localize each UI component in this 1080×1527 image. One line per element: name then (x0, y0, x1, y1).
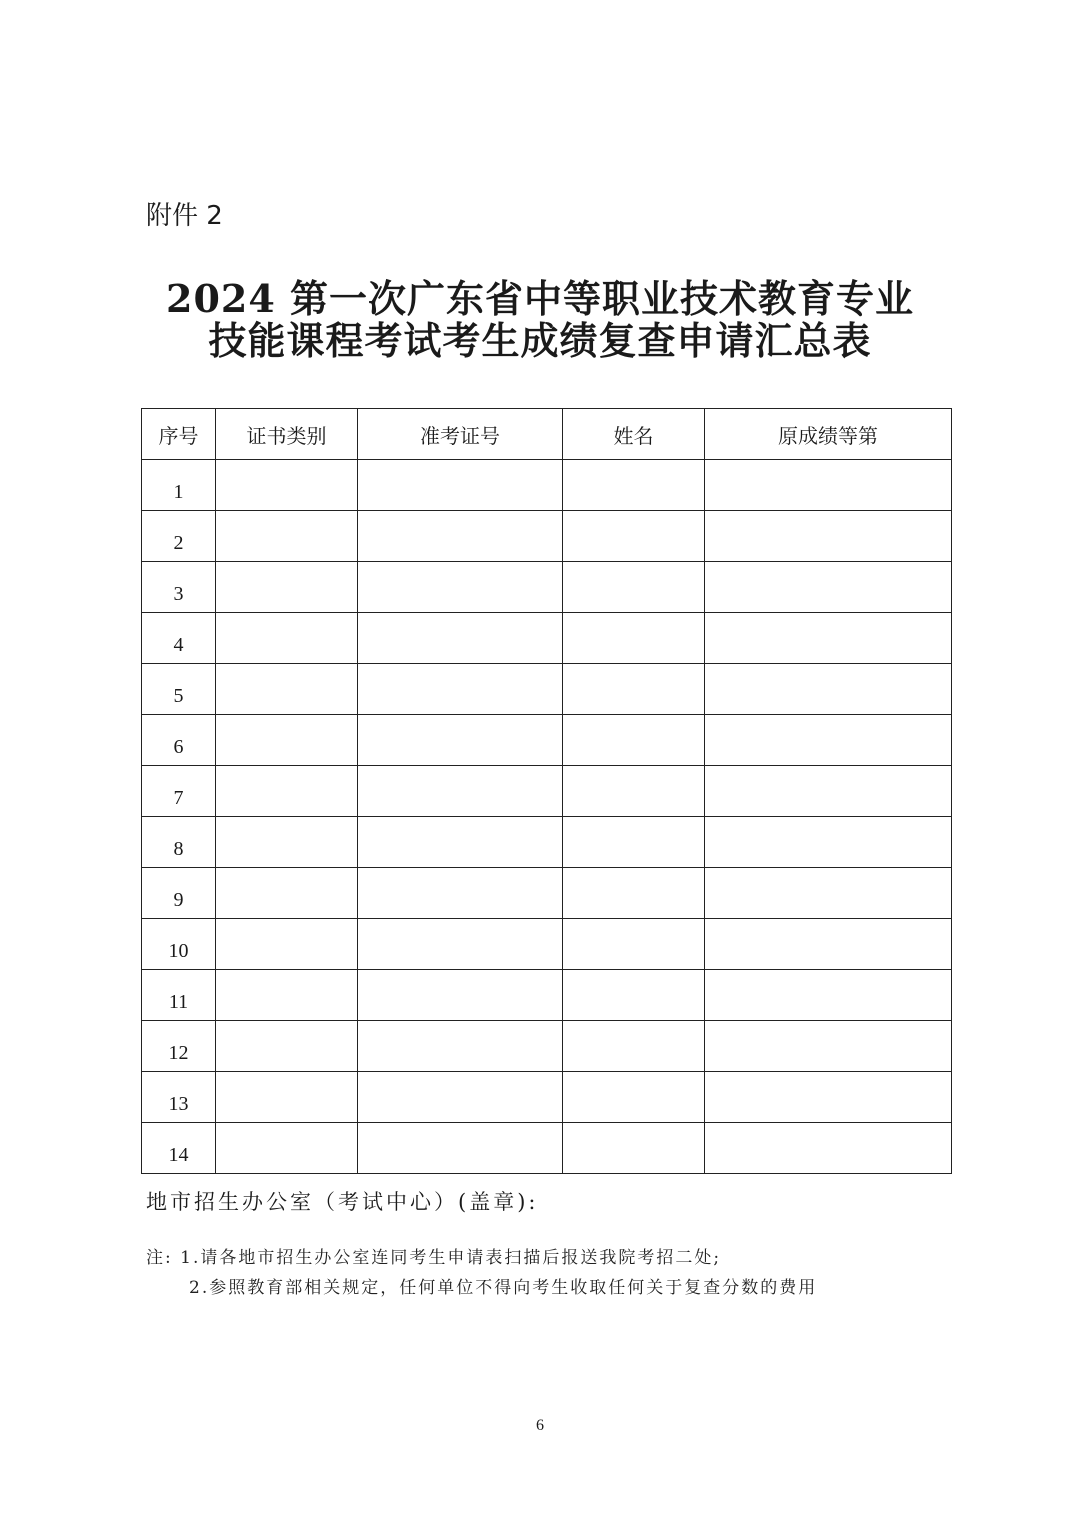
table-row (142, 970, 952, 1021)
exam-ticket-number-cell[interactable] (358, 817, 563, 868)
table-row (142, 766, 952, 817)
original-grade-cell[interactable] (705, 970, 952, 1021)
table-row (142, 562, 952, 613)
table-row (142, 1021, 952, 1072)
table-row (142, 613, 952, 664)
original-grade-cell[interactable] (705, 1072, 952, 1123)
row-serial-number: 1 (142, 460, 216, 511)
certificate-type-cell[interactable] (216, 613, 358, 664)
review-summary-table (141, 408, 952, 1174)
exam-ticket-number-cell[interactable] (358, 511, 563, 562)
row-serial-number: 5 (142, 664, 216, 715)
header-name: 姓名 (563, 409, 705, 460)
certificate-type-cell[interactable] (216, 766, 358, 817)
exam-ticket-number-cell[interactable] (358, 613, 563, 664)
original-grade-cell[interactable] (705, 766, 952, 817)
page-number: 6 (536, 1417, 544, 1434)
row-serial-number: 7 (142, 766, 216, 817)
row-serial-number: 2 (142, 511, 216, 562)
row-serial-number: 4 (142, 613, 216, 664)
name-cell[interactable] (563, 1123, 705, 1174)
notes (146, 1243, 817, 1303)
original-grade-cell[interactable] (705, 460, 952, 511)
header-serial-number: 序号 (142, 409, 216, 460)
table-row (142, 511, 952, 562)
exam-ticket-number-cell[interactable] (358, 1123, 563, 1174)
certificate-type-cell[interactable] (216, 1021, 358, 1072)
name-cell[interactable] (563, 715, 705, 766)
row-serial-number: 6 (142, 715, 216, 766)
certificate-type-cell[interactable] (216, 511, 358, 562)
original-grade-cell[interactable] (705, 613, 952, 664)
row-serial-number: 9 (142, 868, 216, 919)
exam-ticket-number-cell[interactable] (358, 562, 563, 613)
header-exam-ticket-number: 准考证号 (358, 409, 563, 460)
exam-ticket-number-cell[interactable] (358, 970, 563, 1021)
title-line-1: 2024 第一次广东省中等职业技术教育专业 (166, 276, 914, 321)
office-seal-label: 地市招生办公室（考试中心）(盖章): (146, 1190, 539, 1214)
table-row (142, 919, 952, 970)
row-serial-number: 3 (142, 562, 216, 613)
row-serial-number: 8 (142, 817, 216, 868)
certificate-type-cell[interactable] (216, 664, 358, 715)
header-original-grade: 原成绩等第 (705, 409, 952, 460)
original-grade-cell[interactable] (705, 664, 952, 715)
name-cell[interactable] (563, 1072, 705, 1123)
name-cell[interactable] (563, 817, 705, 868)
table-row (142, 1123, 952, 1174)
row-serial-number: 12 (142, 1021, 216, 1072)
row-serial-number: 11 (142, 970, 216, 1021)
certificate-type-cell[interactable] (216, 1072, 358, 1123)
exam-ticket-number-cell[interactable] (358, 664, 563, 715)
certificate-type-cell[interactable] (216, 1123, 358, 1174)
row-serial-number: 14 (142, 1123, 216, 1174)
note-line-2: 2.参照教育部相关规定，任何单位不得向考生收取任何关于复查分数的费用 (189, 1278, 818, 1298)
table-row (142, 715, 952, 766)
certificate-type-cell[interactable] (216, 562, 358, 613)
attachment-label: 附件 2 (146, 201, 223, 231)
certificate-type-cell[interactable] (216, 868, 358, 919)
table-header-row (142, 409, 952, 460)
original-grade-cell[interactable] (705, 1021, 952, 1072)
certificate-type-cell[interactable] (216, 919, 358, 970)
exam-ticket-number-cell[interactable] (358, 715, 563, 766)
original-grade-cell[interactable] (705, 511, 952, 562)
name-cell[interactable] (563, 613, 705, 664)
name-cell[interactable] (563, 919, 705, 970)
certificate-type-cell[interactable] (216, 460, 358, 511)
certificate-type-cell[interactable] (216, 970, 358, 1021)
name-cell[interactable] (563, 970, 705, 1021)
header-certificate-type: 证书类别 (216, 409, 358, 460)
exam-ticket-number-cell[interactable] (358, 919, 563, 970)
name-cell[interactable] (563, 766, 705, 817)
original-grade-cell[interactable] (705, 868, 952, 919)
exam-ticket-number-cell[interactable] (358, 766, 563, 817)
original-grade-cell[interactable] (705, 817, 952, 868)
table-row (142, 1072, 952, 1123)
name-cell[interactable] (563, 562, 705, 613)
name-cell[interactable] (563, 664, 705, 715)
exam-ticket-number-cell[interactable] (358, 1072, 563, 1123)
table-body (142, 460, 952, 1174)
name-cell[interactable] (563, 511, 705, 562)
row-serial-number: 13 (142, 1072, 216, 1123)
table-row (142, 664, 952, 715)
table-row (142, 868, 952, 919)
title-line-2: 技能课程考试考生成绩复查申请汇总表 (208, 318, 872, 363)
name-cell[interactable] (563, 460, 705, 511)
original-grade-cell[interactable] (705, 715, 952, 766)
original-grade-cell[interactable] (705, 919, 952, 970)
certificate-type-cell[interactable] (216, 715, 358, 766)
name-cell[interactable] (563, 868, 705, 919)
table-row (142, 817, 952, 868)
note-line-1: 注: 1.请各地市招生办公室连同考生申请表扫描后报送我院考招二处; (146, 1248, 722, 1268)
row-serial-number: 10 (142, 919, 216, 970)
exam-ticket-number-cell[interactable] (358, 868, 563, 919)
document-title (0, 278, 1080, 362)
exam-ticket-number-cell[interactable] (358, 460, 563, 511)
name-cell[interactable] (563, 1021, 705, 1072)
table-row (142, 460, 952, 511)
original-grade-cell[interactable] (705, 562, 952, 613)
certificate-type-cell[interactable] (216, 817, 358, 868)
exam-ticket-number-cell[interactable] (358, 1021, 563, 1072)
original-grade-cell[interactable] (705, 1123, 952, 1174)
